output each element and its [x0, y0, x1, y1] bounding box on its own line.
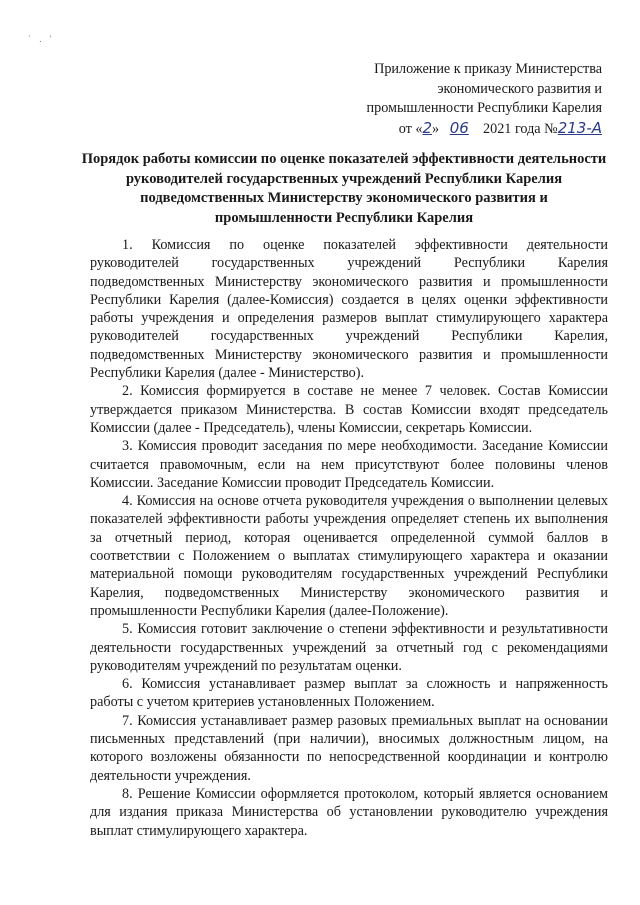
paragraph-6: 6. Комиссия устанавливает размер выплат за сложность и напряженность работы с учетом критериев установленных Положением. [90, 676, 608, 711]
header-line-2: экономического развития и [437, 80, 602, 97]
header-line-3: промышленности Республики Карелия [366, 100, 602, 116]
paragraph-5: 5. Комиссия готовит заключение о степени эффективности и результативности деятельности государственных учреждений за отчетный год с рекомендациями руководителям учреждений по результатам оценки. [90, 621, 608, 674]
order-month-handwritten: 06 [449, 118, 469, 137]
paragraph-8: 8. Решение Комиссии оформляется протоколом, который является основанием для издания приказа Министерства об установлении руководителю учреждения выплат стимулирующего характера. [90, 785, 608, 839]
appendix-header [302, 60, 602, 139]
document-title: Порядок работы комиссии по оценке показателей эффективности деятельности руководителей государственных учреждений Республики Карелия подведомственных Министерству экономического развития и промышленности Республики Карелия [81, 151, 607, 226]
paragraph-3: 3. Комиссия проводит заседания по мере необходимости. Заседание Комиссии считается правомочным, если на нем присутствуют более половины членов Комиссии. Заседание Комиссии проводит Председатель Комиссии. [90, 438, 608, 491]
order-year: 2021 года № [483, 120, 558, 137]
document-body [90, 236, 608, 840]
order-prefix: от « [398, 120, 423, 137]
paragraph-7: 7. Комиссия устанавливает размер разовых премиальных выплат на основании письменных представлений (при наличии), вносимых должностным лицом, на которого возложены обязанности по непосредственной координации и контролю деятельности учреждения. [90, 712, 608, 784]
order-date-line [302, 119, 602, 140]
header-line-1: Приложение к приказу Министерства [374, 61, 602, 77]
order-mid: » [432, 120, 440, 137]
paragraph-4: 4. Комиссия на основе отчета руководителя учреждения о выполнении целевых показателей эффективности работы учреждения определяет степень их выполнения за отчетный период, которая оценивается определенной суммой баллов в соответствии с Положением о выплатах стимулирующего характера и оказании материальной помощи руководителям государственных учреждений Республики Карелия, подведомственных Министерству экономического развития и промышленности Республики Карелия (далее-Положение). [90, 493, 608, 619]
order-day-handwritten: 2 [422, 118, 432, 137]
paragraph-2: 2. Комиссия формируется в составе не менее 7 человек. Состав Комиссии утверждается приказом Министерства. В состав Комиссии входят председатель Комиссии (далее - Председатель), члены Комиссии, секретарь Комиссии. [90, 383, 608, 436]
scan-artifact-marks: ` . ' [28, 34, 55, 44]
paragraph-1: 1. Комиссия по оценке показателей эффективности деятельности руководителей государственных учреждений Республики Карелия подведомственных Министерству экономического развития и промышленности Республики Карелия (далее-Комиссия) создается в целях оценки эффективности работы учреждения и определения размеров выплат стимулирующего характера руководителей государственных учреждений Республики Карелия, подведомственных Министерству экономического развития и промышленности Республики Карелия (далее - Министерство). [90, 237, 608, 382]
order-number-handwritten: 213-А [557, 118, 602, 137]
